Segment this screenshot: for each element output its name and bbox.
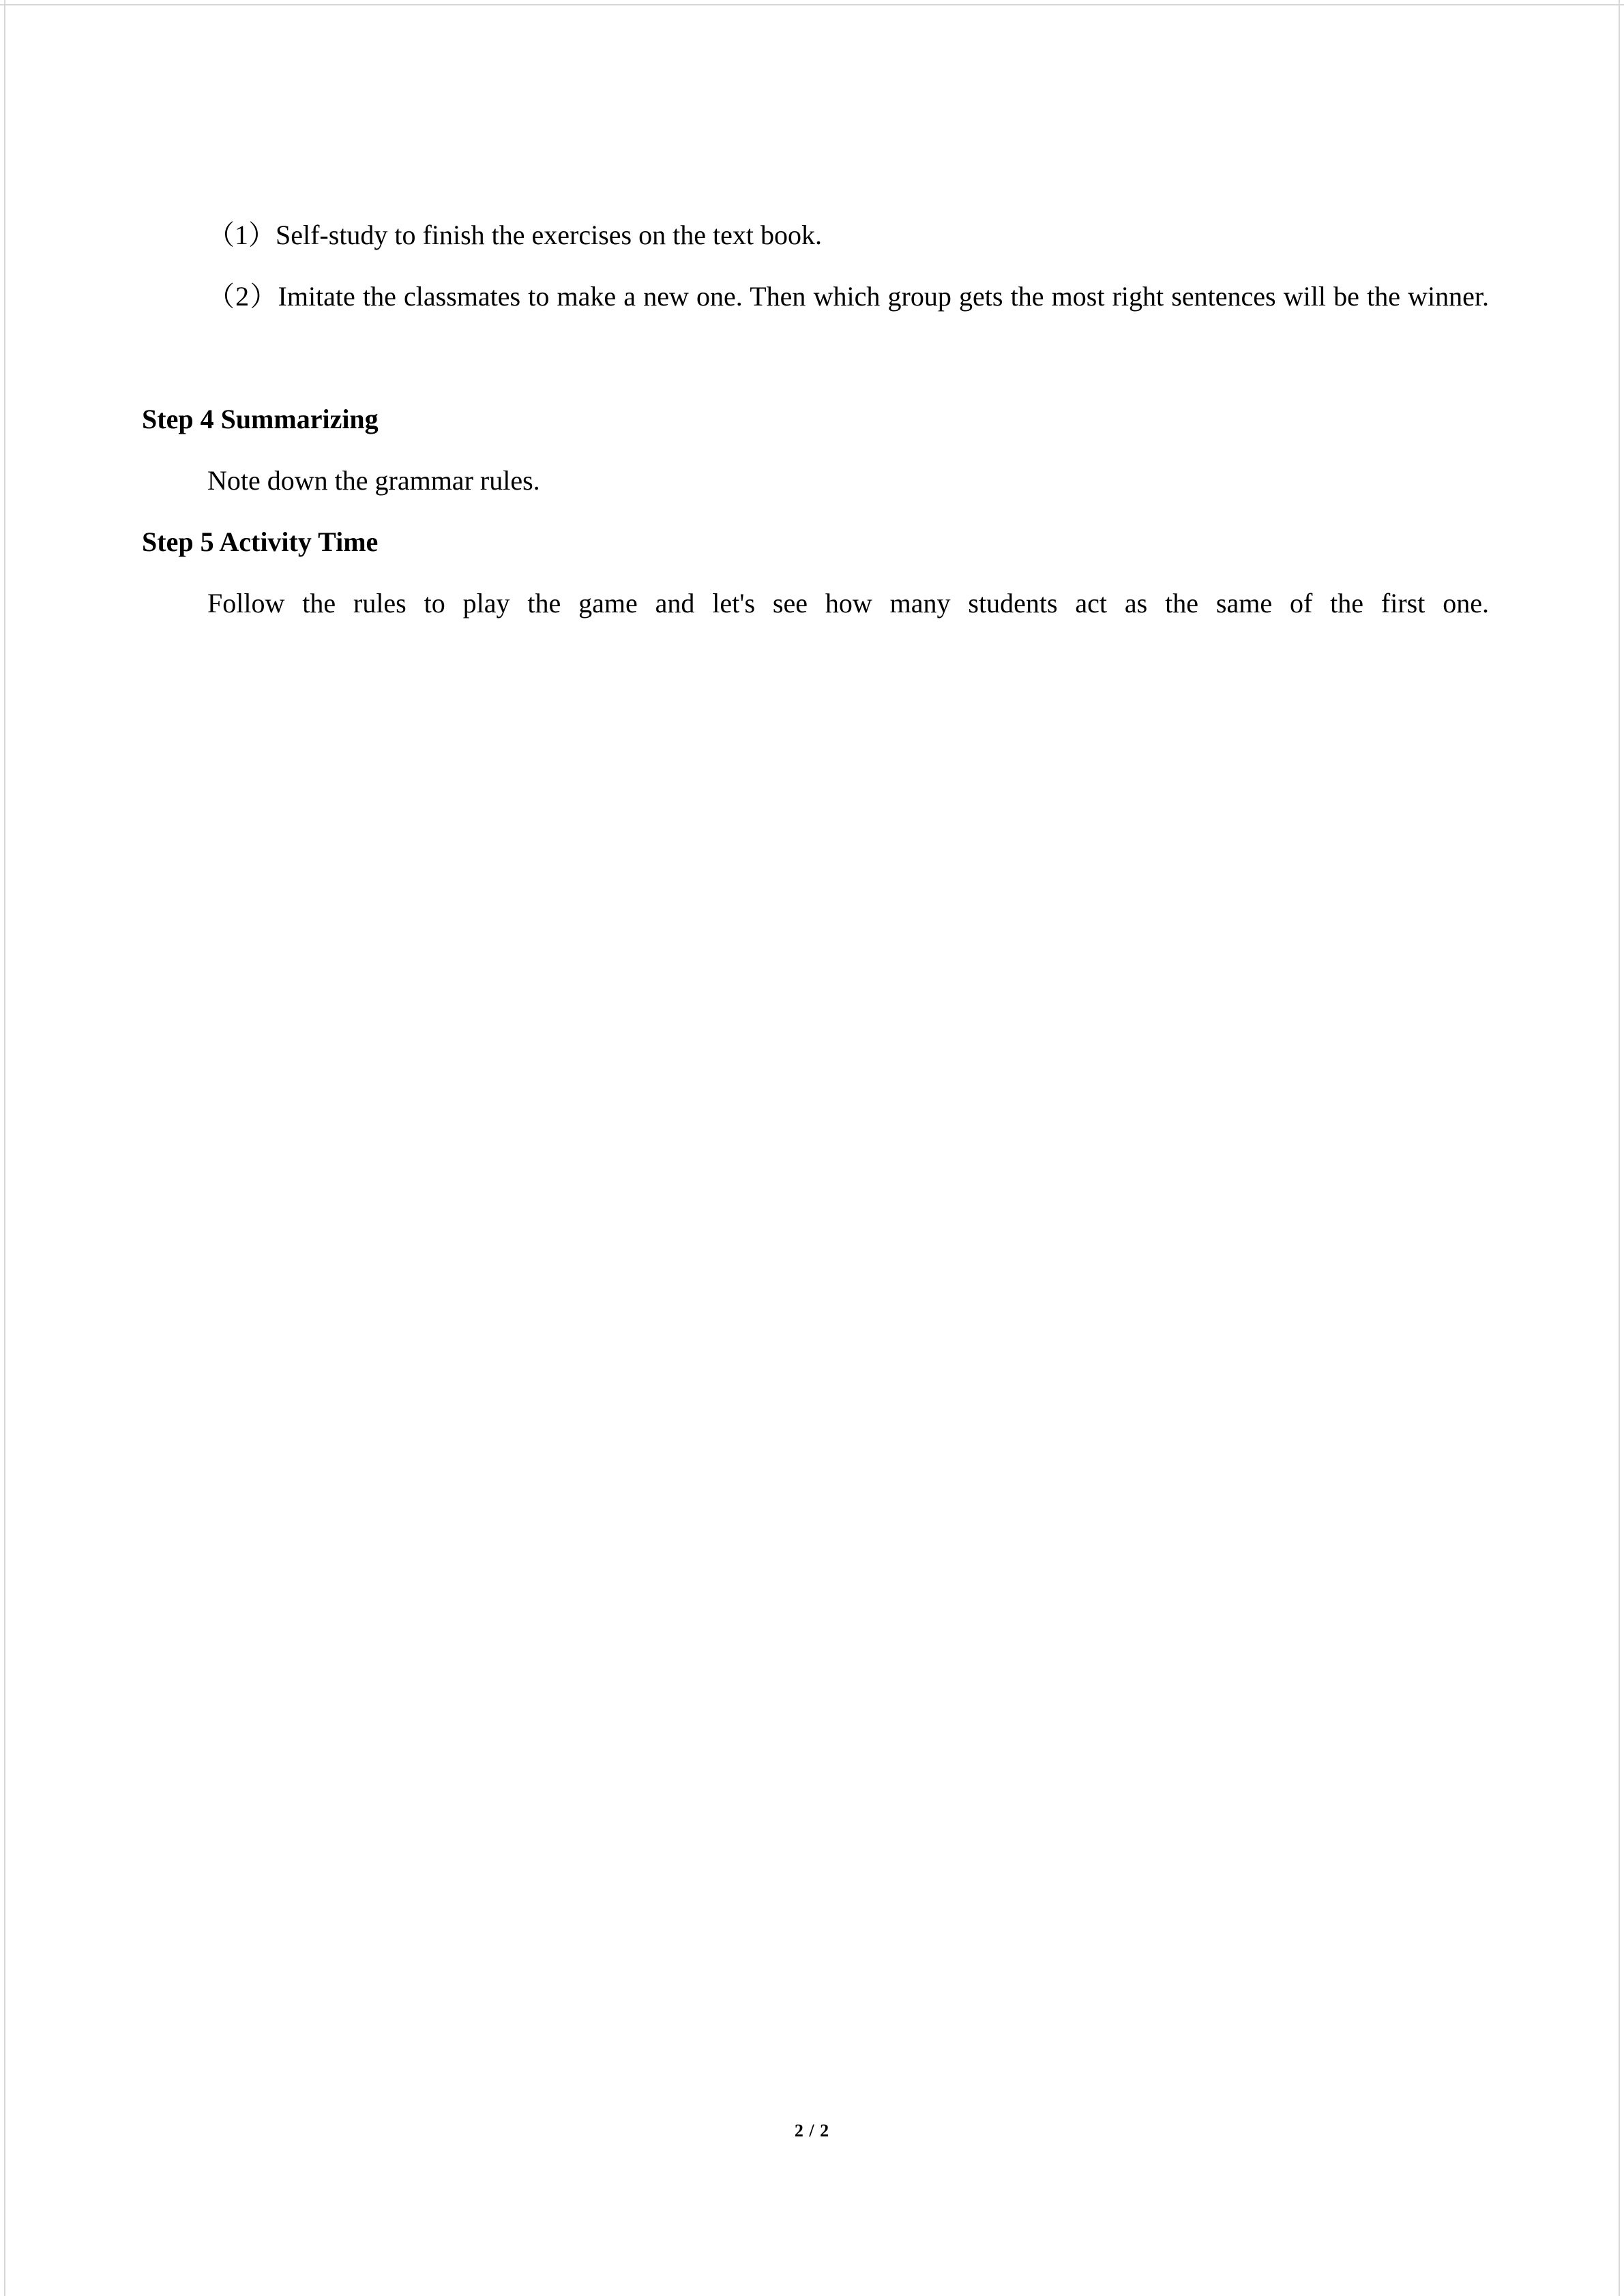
page-number-footer: 2 / 2 [794, 2121, 830, 2141]
page-border-top [0, 4, 1624, 5]
document-body [142, 205, 1489, 696]
page-border-left [4, 0, 5, 2296]
section-heading-step-4: Step 4 Summarizing [142, 404, 379, 434]
page-border-right [1619, 0, 1620, 2296]
list-item-1: （1）Self-study to finish the exercises on the text book. [207, 220, 822, 250]
section-body-step-5: Follow the rules to play the game and let's see how many students act as the same of the first one. [207, 588, 1489, 618]
section-heading-step-5: Step 5 Activity Time [142, 526, 379, 557]
section-body-step-4: Note down the grammar rules. [207, 465, 540, 496]
list-item-2: （2）Imitate the classmates to make a new one. Then which group gets the most right sentences will be the winner. [207, 281, 1489, 312]
